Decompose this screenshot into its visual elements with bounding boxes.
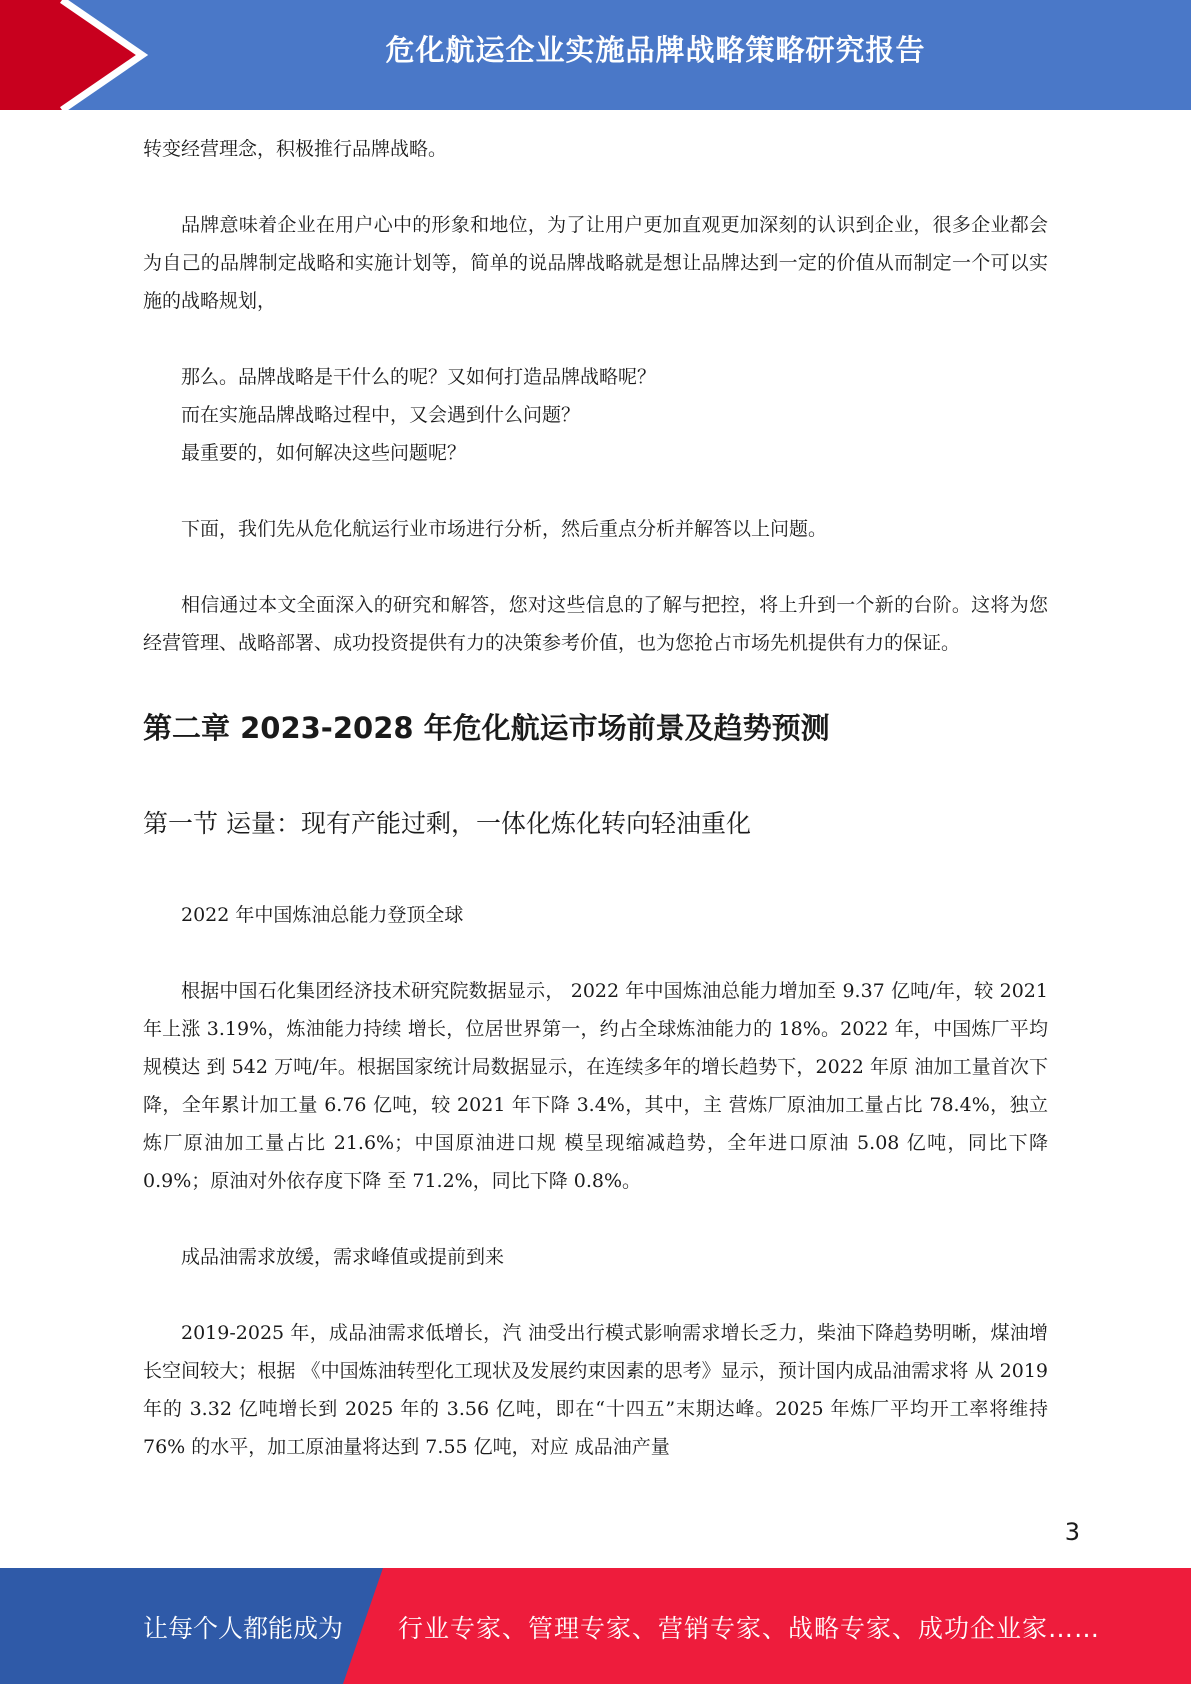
paragraph: 转变经营理念，积极推行品牌战略。 xyxy=(143,138,448,160)
paragraph: 品牌意味着企业在用户心中的形象和地位，为了让用户更加直观更加深刻的认识到企业，很多企业都会为自己的品牌制定战略和实施计划等，简单的说品牌战略就是想让品牌达到一定的价值从而制定一个可以实施的战略规划， xyxy=(143,214,1048,312)
paragraph: 2019-2025 年，成品油需求低增长，汽 油受出行模式影响需求增长乏力，柴油下降趋势明晰，煤油增长空间较大；根据 《中国炼油转型化工现状及发展约束因素的思考》显示，预计国内成品油需求将 从 2019 年的 3.32 亿吨增长到 2025 年的 3.56 亿吨，即在“十四五”末期达峰。2025 年炼厂平均开工率将维持 76% 的水平，加工原油量将达到 7.55 亿吨，对应 成品油产量 xyxy=(143,1322,1048,1458)
paragraph: 相信通过本文全面深入的研究和解答，您对这些信息的了解与把控，将上升到一个新的台阶。这将为您经营管理、战略部署、成功投资提供有力的决策参考价值，也为您抢占市场先机提供有力的保证。 xyxy=(143,594,1048,654)
page-number: 3 xyxy=(1064,1518,1080,1546)
paragraph: 下面，我们先从危化航运行业市场进行分析，然后重点分析并解答以上问题。 xyxy=(181,518,828,540)
subheading: 2022 年中国炼油总能力登顶全球 xyxy=(181,904,464,926)
footer-slogan-right: 行业专家、管理专家、营销专家、战略专家、成功企业家…… xyxy=(398,1614,1101,1643)
document-body xyxy=(143,130,1048,1466)
chapter-heading: 第二章 2023-2028 年危化航运市场前景及趋势预测 xyxy=(143,711,830,745)
question-line: 那么。品牌战略是干什么的呢？又如何打造品牌战略呢？ xyxy=(181,366,657,388)
footer-slogan-left: 让每个人都能成为 xyxy=(143,1614,344,1643)
subheading: 成品油需求放缓，需求峰值或提前到来 xyxy=(181,1246,505,1268)
report-title: 危化航运企业实施品牌战略策略研究报告 xyxy=(385,33,926,67)
section-heading: 第一节 运量：现有产能过剩，一体化炼化转向轻油重化 xyxy=(143,809,751,838)
paragraph: 根据中国石化集团经济技术研究院数据显示， 2022 年中国炼油总能力增加至 9.37 亿吨/年，较 2021 年上涨 3.19%，炼油能力持续 增长，位居世界第一，约占全球炼油能力的 18%。2022 年，中国炼厂平均规模达 到 542 万吨/年。根据国家统计局数据显示，在连续多年的增长趋势下，2022 年原 油加工量首次下降，全年累计加工量 6.76 亿吨，较 2021 年下降 3.4%，其中，主 营炼厂原油加工量占比 78.4%，独立炼厂原油加工量占比 21.6%；中国原油进口规 模呈现缩减趋势，全年进口原油 5.08 亿吨，同比下降 0.9%；原油对外依存度下降 至 71.2%，同比下降 0.8%。 xyxy=(143,980,1048,1192)
question-line: 而在实施品牌战略过程中，又会遇到什么问题？ xyxy=(181,404,581,426)
question-line: 最重要的，如何解决这些问题呢？ xyxy=(181,442,467,464)
